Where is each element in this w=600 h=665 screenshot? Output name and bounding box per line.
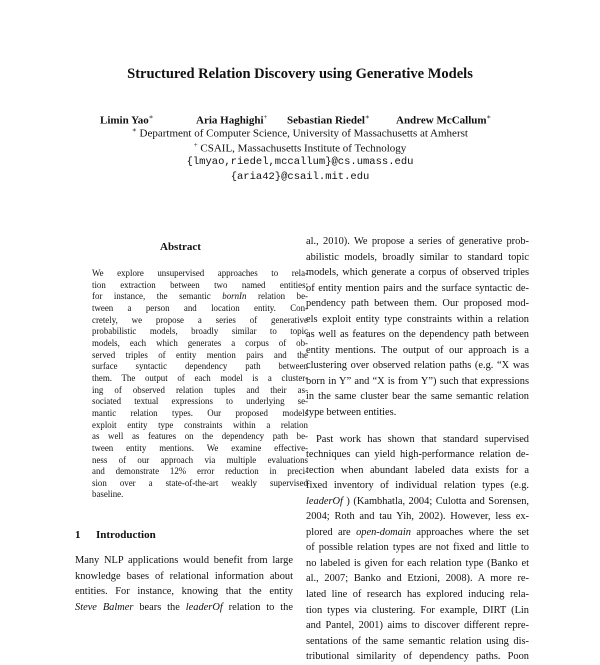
text-line: cretely, we propose a series of generative [92, 314, 308, 325]
author-name-text: Sebastian Riedel [287, 114, 365, 127]
affiliation-text: CSAIL, Massachusetts Institute of Technology [197, 142, 407, 155]
text-line: of possible relation types are not fixed and little to [306, 542, 529, 554]
text-line: type between entities. [306, 407, 397, 419]
text-line: pendency path between them. Our proposed mod- [306, 298, 529, 310]
text-line: models, each which generates a corpus of ob- [92, 337, 308, 348]
text-line: as well as features on the dependency path between [306, 329, 529, 341]
intro-body [75, 553, 293, 615]
text-line: knowledge bases of relational information about [75, 570, 293, 582]
text-line: abilistic models, broadly similar to standard topic [306, 251, 529, 263]
author-mark: ∗ [148, 113, 154, 121]
text-line: tween entity mentions. We examine effective- [92, 442, 308, 453]
author-name [196, 113, 268, 127]
section-number: 1 [75, 529, 81, 541]
affiliation [0, 126, 600, 140]
text-line: ness of our approach via multiple evaluations [92, 454, 308, 465]
text-line: no labeled is given for each relation type (Banko et [306, 557, 529, 569]
text-line: fixed inventory of individual relation types (e.g. [306, 480, 529, 492]
email-line: {aria42}@csail.mit.edu [230, 171, 370, 183]
text-line: as well as features on the dependency path be- [92, 431, 308, 442]
text-line: Past work has shown that standard supervised [316, 433, 529, 445]
author-name [396, 113, 491, 127]
text-line: clustering over observed relation paths (e.g. “X was [306, 360, 529, 372]
text-line: models, which generate a corpus of observed triples [306, 267, 529, 279]
text-line: tion extraction between two named entities; [92, 279, 308, 290]
text-line: sociated textual expressions to underlying se- [92, 396, 308, 407]
author-mark: + [263, 113, 268, 121]
author-mark: ∗ [364, 113, 370, 121]
text-line: Steve Balmer bears the leaderOf relation to the [75, 601, 293, 613]
text-line: surface syntactic dependency path between [92, 361, 308, 372]
text-line: We explore unsupervised approaches to rela- [92, 268, 308, 278]
text-line: leaderOf ) (Kambhatla, 2004; Culotta and Sorensen, [306, 495, 529, 507]
text-line: and Pantel, 2001) aims to discover different repre- [306, 620, 529, 632]
paper-title: Structured Relation Discovery using Generative Models [127, 66, 473, 82]
affiliation [0, 141, 600, 155]
author-name-text: Andrew McCallum [396, 114, 487, 127]
text-line: tection when abundant labeled data exists for a [306, 464, 529, 476]
email-line: {lmyao,riedel,mccallum}@cs.umass.edu [186, 156, 414, 168]
text-line: in the same cluster bear the same semantic relation [306, 391, 529, 403]
text-line: and demonstrate 12% error reduction in preci- [92, 466, 308, 477]
text-line: Many NLP applications would benefit from large [75, 555, 293, 566]
text-line: tion types via clustering. For example, DIRT (Lin [306, 604, 529, 616]
text-line: served triples of entity mention pairs and the [92, 349, 308, 360]
section-title: Introduction [96, 529, 156, 541]
text-line: tween a person and location entity. Con- [92, 302, 308, 313]
author-name-text: Limin Yao [100, 114, 149, 127]
author-name [287, 113, 370, 127]
text-line: mantic relation types. Our proposed models [92, 407, 308, 418]
text-line: al., 2010). We propose a series of generative prob- [306, 236, 529, 247]
text-line: lated line of research has explored inducing rela- [306, 589, 529, 601]
text-line: baseline. [92, 489, 124, 500]
affiliation-text: Department of Computer Science, University of Massachusetts at Amherst [136, 127, 468, 140]
author-name-text: Aria Haghighi [196, 114, 264, 127]
abstract-body [92, 268, 308, 501]
text-line: entities. For instance, knowing that the entity [75, 586, 293, 598]
text-line: els exploit entity type constraints within a relation [306, 313, 529, 325]
text-line: entity mentions. The output of our approach is a [306, 344, 529, 356]
text-line: 2004; Roth and tau Yih, 2002). However, less ex- [306, 511, 529, 523]
affiliation-mark: + [193, 141, 198, 149]
text-line: probabilistic models, broadly similar to topic [92, 326, 308, 337]
text-line: al., 2007; Banko and Etzioni, 2008). A more re- [306, 573, 529, 585]
author-mark: ∗ [486, 113, 492, 121]
paragraph-gap [306, 421, 529, 432]
text-line: techniques can yield high-performance relation de- [306, 449, 529, 461]
text-line: plored are open-domain approaches where the set [306, 526, 529, 538]
text-line: sion over a state-of-the-art weakly supervised [92, 477, 308, 488]
text-line: them. The output of each model is a cluster- [92, 372, 308, 383]
abstract-heading: Abstract [160, 241, 201, 253]
section-heading [75, 529, 156, 541]
text-line: for instance, the semantic bornIn relation be- [92, 291, 308, 302]
text-line: tributional similarity of dependency paths. Poon [306, 651, 529, 663]
right-column [306, 234, 529, 665]
text-line: ing of observed relation tuples and their as- [92, 384, 308, 395]
text-line: of entity mention pairs and the surface syntactic de- [306, 282, 529, 294]
text-line: sentations of the same semantic relation using dis- [306, 635, 529, 647]
author-name [100, 113, 154, 127]
text-line: exploit entity type constraints within a relation [92, 419, 308, 430]
text-line: born in Y” and “X is from Y”) such that expressions [306, 375, 529, 387]
affiliation-mark: ∗ [132, 126, 137, 134]
